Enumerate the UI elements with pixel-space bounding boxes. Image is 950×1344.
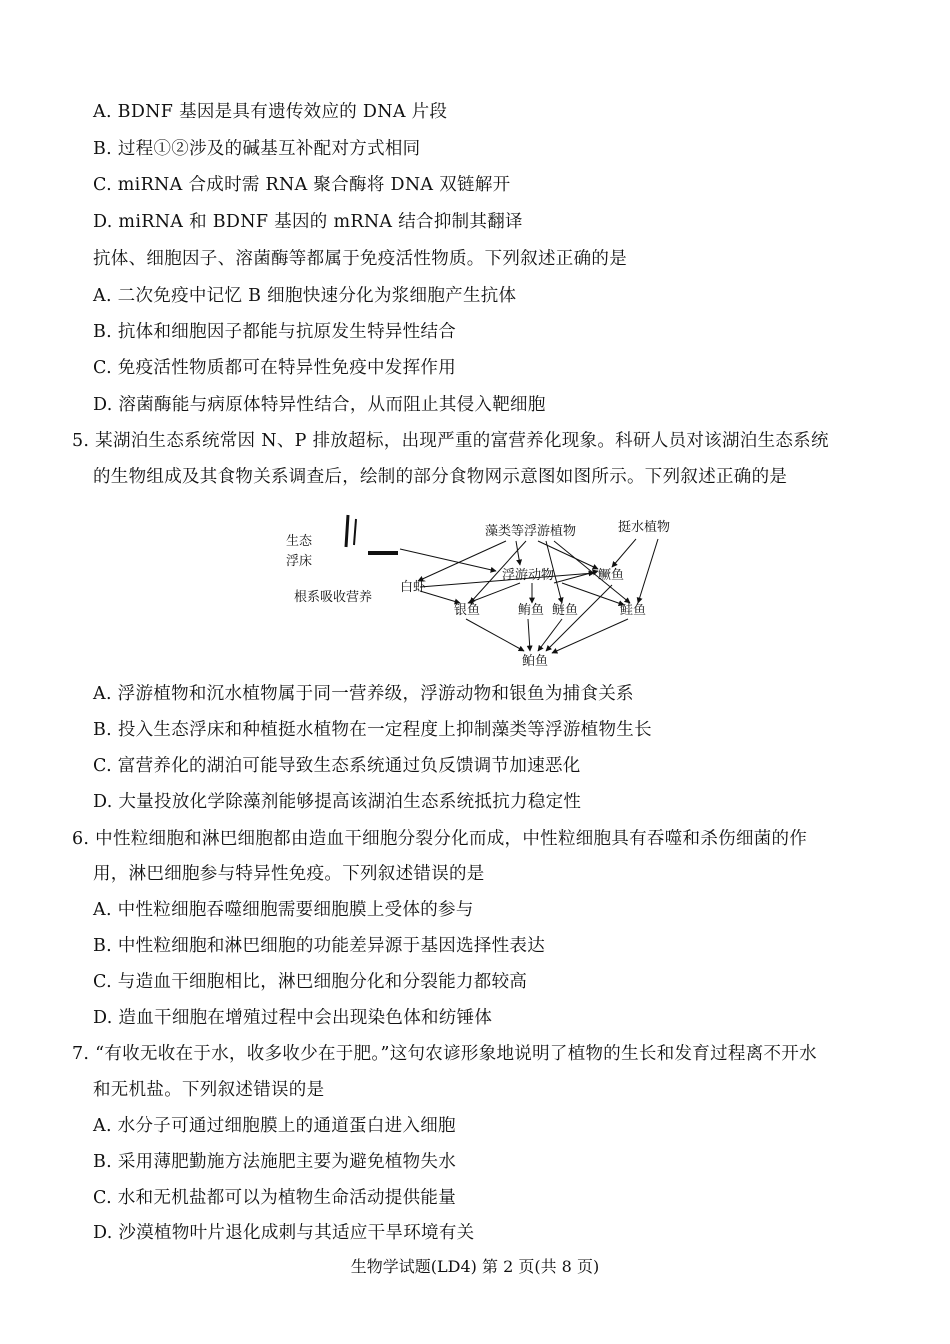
label-root-uptake: 根系吸收营养 [294, 590, 373, 605]
label-float-bed-1: 生态 [286, 534, 313, 549]
food-web-arrows [400, 539, 658, 653]
q4-option-b: B. 抗体和细胞因子都能与抗原发生特异性结合 [93, 322, 457, 342]
label-float-bed-2: 浮床 [286, 554, 313, 569]
q6-stem-line2: 用，淋巴细胞参与特异性免疫。下列叙述错误的是 [93, 864, 485, 884]
q4-option-a: A. 二次免疫中记忆 B 细胞快速分化为浆细胞产生抗体 [93, 286, 517, 306]
food-web-diagram [270, 505, 690, 675]
node-top-fish: 鲌鱼 [522, 654, 549, 669]
node-white-shrimp: 白虾 [400, 580, 427, 595]
q3-option-b: B. 过程①②涉及的碱基互补配对方式相同 [93, 139, 421, 159]
q6-option-b: B. 中性粒细胞和淋巴细胞的功能差异源于基因选择性表达 [93, 936, 546, 956]
q5-option-d: D. 大量投放化学除藻剂能够提高该湖泊生态系统抵抗力稳定性 [93, 792, 582, 812]
q4-stem: 抗体、细胞因子、溶菌酶等都属于免疫活性物质。下列叙述正确的是 [93, 249, 627, 269]
q6-option-a: A. 中性粒细胞吞噬细胞需要细胞膜上受体的参与 [93, 900, 474, 920]
q3-option-c: C. miRNA 合成时需 RNA 聚合酶将 DNA 双链解开 [93, 175, 511, 195]
node-silver-carp: 鲢鱼 [552, 603, 579, 618]
node-emergent-plants: 挺水植物 [618, 520, 671, 535]
floating-bed-illustration [346, 515, 398, 553]
node-silver-fish: 银鱼 [454, 603, 481, 618]
page-footer: 生物学试题(LD4) 第 2 页(共 8 页) [350, 1257, 600, 1276]
q5-stem-line1: 5. 某湖泊生态系统常因 N、P 排放超标，出现严重的富营养化现象。科研人员对该湖泊生态系统 [72, 431, 829, 451]
q7-option-b: B. 采用薄肥勤施方法施肥主要为避免植物失水 [93, 1152, 457, 1172]
node-zooplankton: 浮游动物 [502, 568, 555, 583]
q7-option-d: D. 沙漠植物叶片退化成刺与其适应干旱环境有关 [93, 1223, 475, 1243]
node-mandarin-fish: 鳜鱼 [598, 568, 625, 583]
q6-option-d: D. 造血干细胞在增殖过程中会出现染色体和纺锤体 [93, 1008, 493, 1028]
q3-option-a: A. BDNF 基因是具有遗传效应的 DNA 片段 [93, 102, 448, 122]
q7-option-c: C. 水和无机盐都可以为植物生命活动提供能量 [93, 1188, 456, 1208]
q5-option-c: C. 富营养化的湖泊可能导致生态系统通过负反馈调节加速恶化 [93, 756, 581, 776]
node-phytoplankton: 藻类等浮游植物 [485, 524, 577, 539]
q3-option-d: D. miRNA 和 BDNF 基因的 mRNA 结合抑制其翻译 [93, 212, 523, 232]
q7-option-a: A. 水分子可通过细胞膜上的通道蛋白进入细胞 [93, 1116, 456, 1136]
q5-stem-line2: 的生物组成及其食物关系调查后，绘制的部分食物网示意图如图所示。下列叙述正确的是 [93, 467, 788, 487]
q6-stem-line1: 6. 中性粒细胞和淋巴细胞都由造血干细胞分裂分化而成，中性粒细胞具有吞噬和杀伤细菌的作 [72, 829, 808, 849]
q6-option-c: C. 与造血干细胞相比，淋巴细胞分化和分裂能力都较高 [93, 972, 528, 992]
q4-option-c: C. 免疫活性物质都可在特异性免疫中发挥作用 [93, 358, 456, 378]
q7-stem-line1: 7. “有收无收在于水，收多收少在于肥。”这句农谚形象地说明了植物的生长和发育过程离不开水 [72, 1044, 817, 1064]
q5-option-b: B. 投入生态浮床和种植挺水植物在一定程度上抑制藻类等浮游植物生长 [93, 720, 652, 740]
q7-stem-line2: 和无机盐。下列叙述错误的是 [93, 1080, 325, 1100]
node-bighead-carp: 鲔鱼 [518, 603, 545, 618]
node-minnow: 鲑鱼 [620, 603, 647, 618]
q4-option-d: D. 溶菌酶能与病原体特异性结合，从而阻止其侵入靶细胞 [93, 395, 546, 415]
q5-option-a: A. 浮游植物和沉水植物属于同一营养级，浮游动物和银鱼为捕食关系 [93, 684, 634, 704]
